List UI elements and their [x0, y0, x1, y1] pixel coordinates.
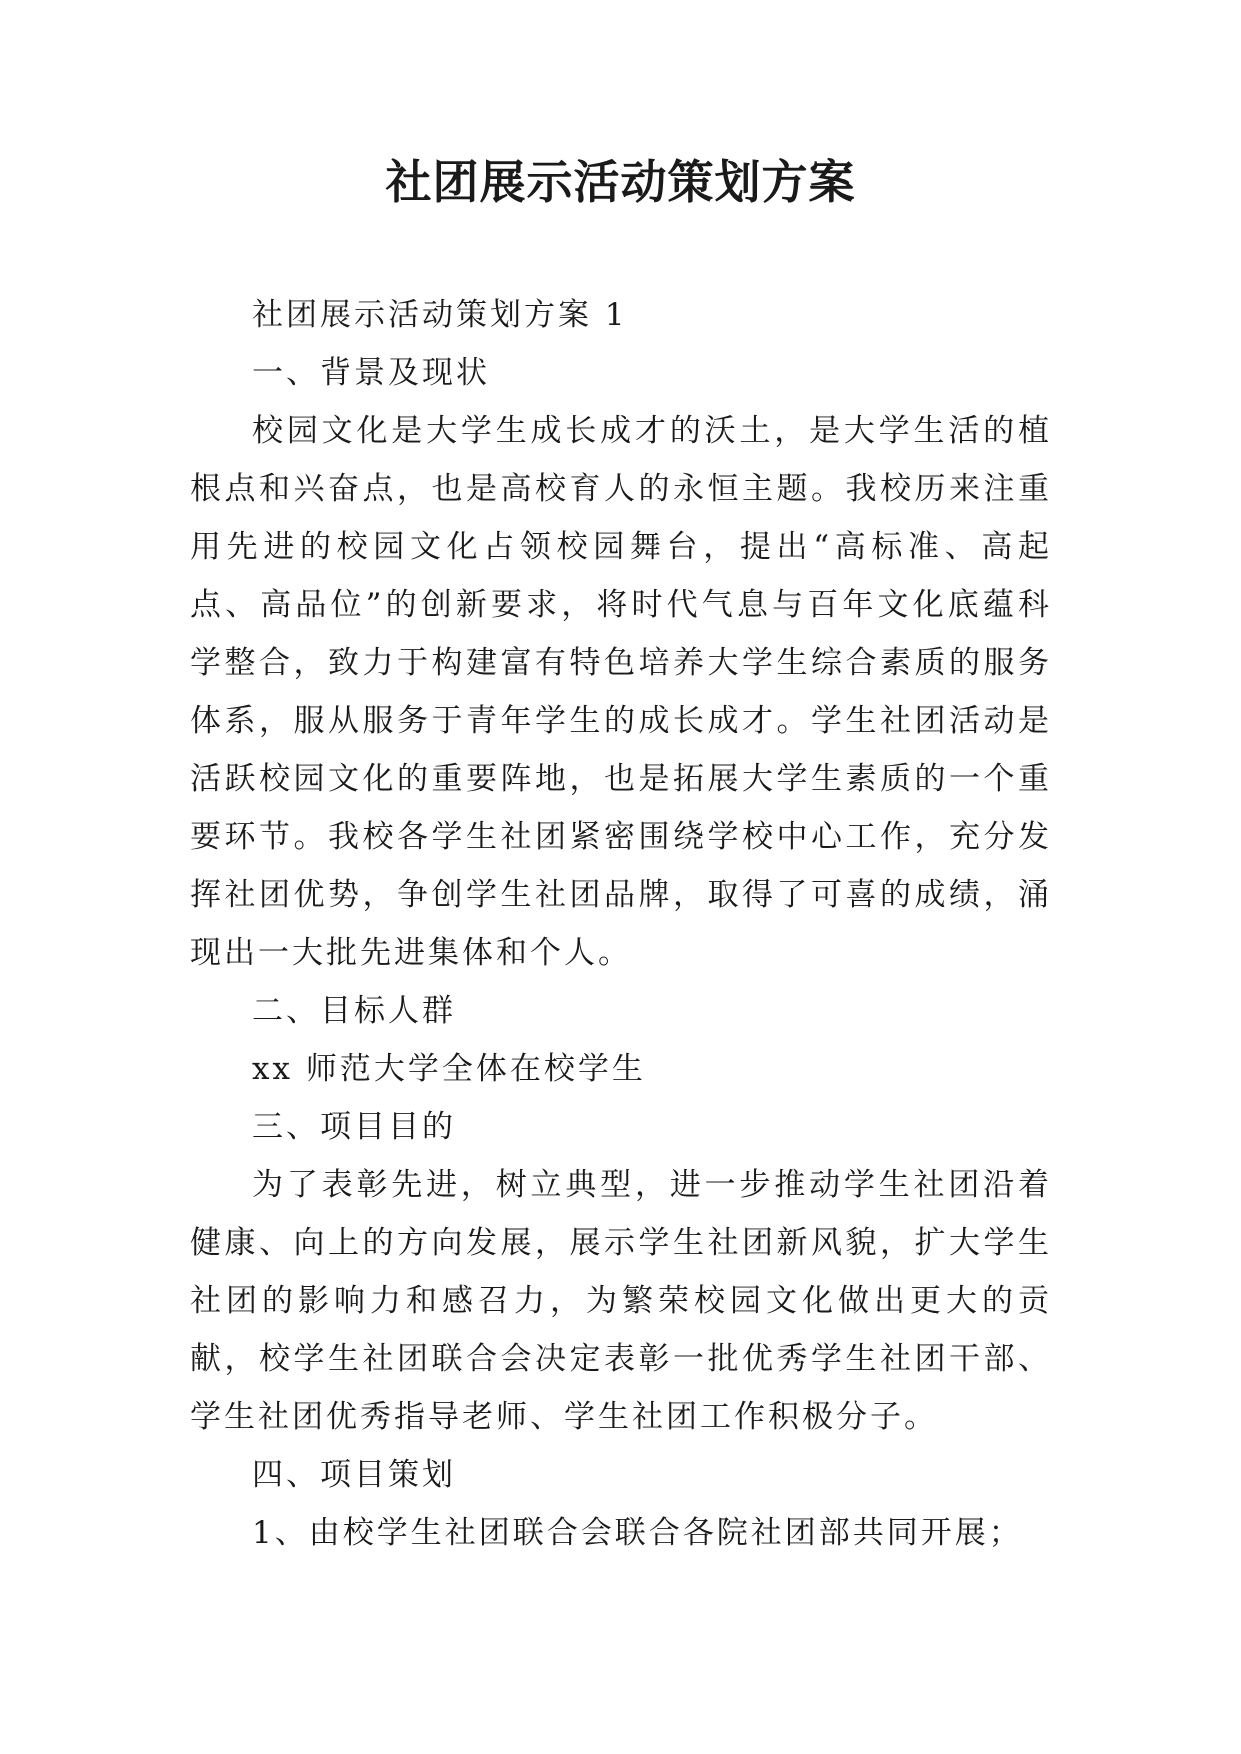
section-heading-background: 一、背景及现状	[252, 355, 490, 391]
subtitle-paragraph: 社团展示活动策划方案 1	[252, 297, 628, 333]
section-heading-target-group: 二、目标人群	[252, 993, 456, 1029]
document-body	[190, 286, 1052, 1562]
planning-item-1: 1、由校学生社团联合会联合各院社团部共同开展；	[252, 1515, 1023, 1551]
target-group-paragraph: xx 师范大学全体在校学生	[252, 1051, 646, 1087]
purpose-paragraph: 为了表彰先进，树立典型，进一步推动学生社团沿着健康、向上的方向发展，展示学生社团新风貌，扩大学生社团的影响力和感召力，为繁荣校园文化做出更大的贡献，校学生社团联合会决定表彰一批优秀学生社团干部、学生社团优秀指导老师、学生社团工作积极分子。	[190, 1167, 1052, 1435]
document-title: 社团展示活动策划方案	[385, 155, 856, 209]
section-heading-planning: 四、项目策划	[252, 1457, 456, 1493]
section-heading-purpose: 三、项目目的	[252, 1109, 456, 1145]
background-paragraph: 校园文化是大学生成长成才的沃土，是大学生活的植根点和兴奋点，也是高校育人的永恒主题。我校历来注重用先进的校园文化占领校园舞台，提出“高标准、高起点、高品位”的创新要求，将时代气息与百年文化底蕴科学整合，致力于构建富有特色培养大学生综合素质的服务体系，服从服务于青年学生的成长成才。学生社团活动是活跃校园文化的重要阵地，也是拓展大学生素质的一个重要环节。我校各学生社团紧密围绕学校中心工作，充分发挥社团优势，争创学生社团品牌，取得了可喜的成绩，涌现出一大批先进集体和个人。	[190, 413, 1052, 971]
